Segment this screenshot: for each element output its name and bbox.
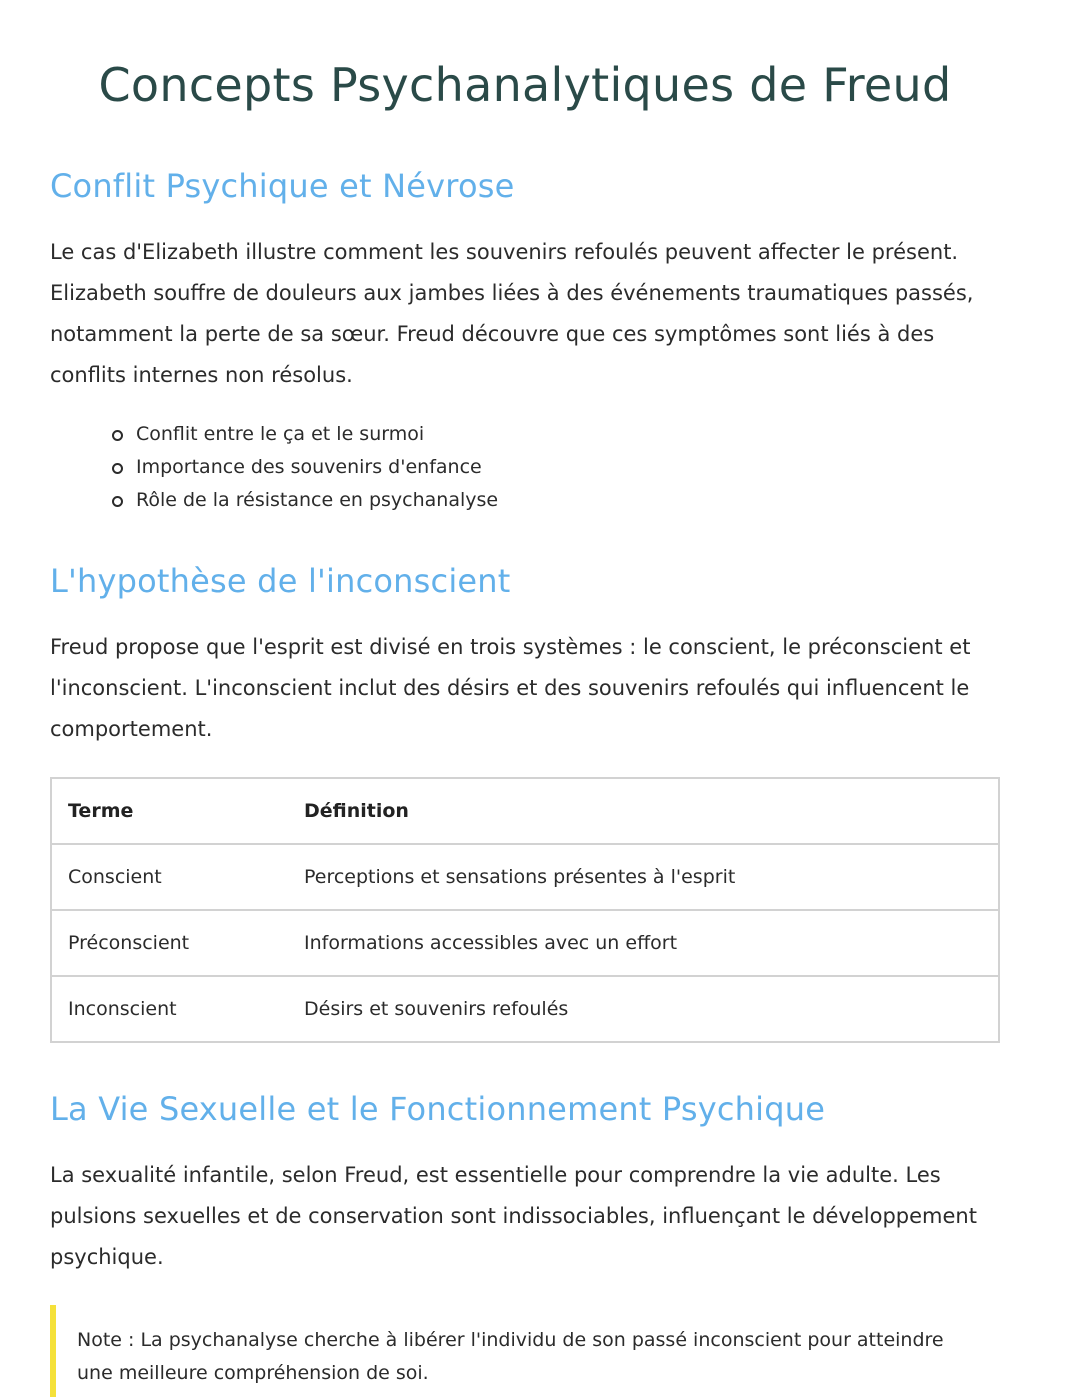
circle-bullet-icon (112, 463, 123, 474)
terms-table (50, 777, 1000, 1043)
section-paragraph-conflit: Le cas d'Elizabeth illustre comment les souvenirs refoulés peuvent affecter le présent. Elizabeth souffre de douleurs aux jambes liées à des événements traumatiques passés, notamment la perte de sa sœur. Freud découvre que ces symptômes sont liés à des conflits internes non résolus. (50, 240, 974, 387)
table-cell-term: Conscient (51, 844, 288, 910)
list-item-text: Rôle de la résistance en psychanalyse (136, 489, 499, 511)
table-row (51, 844, 999, 910)
circle-bullet-icon (112, 430, 123, 441)
list-item (110, 451, 498, 484)
section-heading-vie-sexuelle: La Vie Sexuelle et le Fonctionnement Psychique (50, 1090, 826, 1128)
section-paragraph-inconscient: Freud propose que l'esprit est divisé en trois systèmes : le conscient, le préconscient et l'inconscient. L'inconscient inclut des désirs et des souvenirs refoulés qui influencent le comportement. (50, 635, 971, 741)
table-cell-definition: Perceptions et sensations présentes à l'esprit (288, 844, 999, 910)
section-paragraph-vie-sexuelle: La sexualité infantile, selon Freud, est essentielle pour comprendre la vie adulte. Les pulsions sexuelles et de conservation sont indissociables, influençant le développement psychique. (50, 1163, 977, 1269)
note-callout (50, 1305, 980, 1397)
section-heading-inconscient: L'hypothèse de l'inconscient (50, 562, 511, 600)
circle-bullet-icon (112, 496, 123, 507)
list-item (110, 484, 498, 517)
page-title: Concepts Psychanalytiques de Freud (98, 58, 952, 112)
table-header-row (51, 778, 999, 844)
table-cell-definition: Informations accessibles avec un effort (288, 910, 999, 976)
note-text: Note : La psychanalyse cherche à libérer l'individu de son passé inconscient pour atteindre une meilleure compréhension de soi. (77, 1329, 944, 1384)
section-heading-conflit: Conflit Psychique et Névrose (50, 167, 515, 205)
list-item (110, 418, 498, 451)
table-row (51, 976, 999, 1042)
column-header-terme: Terme (68, 800, 134, 822)
list-item-text: Importance des souvenirs d'enfance (136, 456, 482, 478)
table-row (51, 910, 999, 976)
table-cell-term: Préconscient (51, 910, 288, 976)
table-cell-term: Inconscient (51, 976, 288, 1042)
table-cell-definition: Désirs et souvenirs refoulés (288, 976, 999, 1042)
bullet-list (110, 418, 498, 517)
column-header-definition: Définition (304, 800, 409, 822)
list-item-text: Conflit entre le ça et le surmoi (136, 423, 425, 445)
